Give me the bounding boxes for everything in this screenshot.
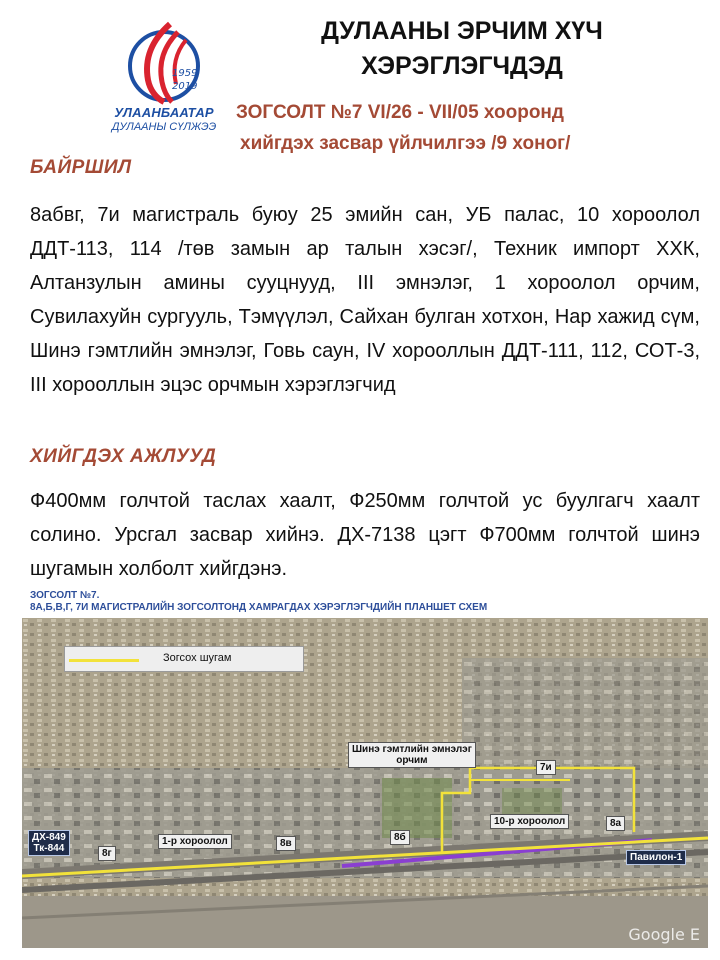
map-caption: [30, 590, 487, 614]
label-8b: 8б: [390, 830, 410, 845]
label-hospital-line2: орчим: [396, 755, 428, 766]
label-tk844: Тк-844: [33, 843, 65, 854]
label-8a: 8а: [606, 816, 625, 831]
page-title: [262, 14, 662, 84]
map-watermark: Google E: [628, 925, 700, 944]
satellite-map: [22, 618, 708, 948]
flame-logo-icon: [110, 18, 218, 108]
page-title-line1: ДУЛААНЫ ЭРЧИМ ХҮЧ: [321, 17, 603, 45]
label-10-khoroolol: 10-р хороолол: [490, 814, 569, 829]
label-8v: 8в: [276, 836, 296, 851]
label-hospital-line1: Шинэ гэмтлийн эмнэлэг: [352, 744, 472, 755]
works-heading: ХИЙГДЭХ АЖЛУУД: [30, 446, 217, 467]
label-8g: 8г: [98, 846, 116, 861]
outage-subtitle: [236, 97, 676, 159]
label-hospital: [348, 742, 476, 768]
label-pavilon-1: Павилон-1: [626, 850, 686, 865]
label-dh849-line1: ДХ-849: [32, 832, 66, 843]
subtitle-line2: хийгдэх засвар үйлчилгээ /9 хоног/: [240, 133, 571, 154]
label-dh849: [28, 830, 70, 856]
logo-subtitle: ДУЛААНЫ СҮЛЖЭЭ: [111, 121, 217, 133]
logo-year-end: 2019: [172, 81, 198, 92]
location-text: 8абвг, 7и магистраль буюу 25 эмийн сан, УБ палас, 10 хороолол ДДТ-113, 114 /төв замын ар талын хэсэг/, Техник импорт ХХК, Алтанзулын амины сууцнууд, III эмнэлэг, 1 хороолол орчим, Сувилахуйн сургууль, Тэмүүлэл, Сайхан булган хотхон, Нар хажид сүм, Шинэ гэмтлийн эмнэлэг, Говь саун, IV хорооллын ДДТ-111, 112, СОТ-3, III хорооллын эцэс орчмын хэрэглэгчид: [30, 204, 700, 396]
subtitle-line1: ЗОГСОЛТ №7 VI/26 - VII/05 хооронд: [236, 102, 564, 123]
company-logo: [104, 18, 224, 140]
map-legend: [64, 646, 304, 672]
stop-line-swatch: [69, 659, 139, 662]
map-caption-line2: 8А,Б,В,Г, 7И МАГИСТРАЛИЙН ЗОГСОЛТОНД ХАМРАГДАХ ХЭРЭГЛЭГЧДИЙН ПЛАНШЕТ СХЕМ: [30, 602, 488, 613]
legend-label: Зогсох шугам: [163, 652, 232, 664]
map-caption-line1: ЗОГСОЛТ №7.: [30, 590, 100, 601]
works-text: Ф400мм голчтой таслах хаалт, Ф250мм голчтой ус буулгагч хаалт солино. Урсгал засвар хийнэ. ДХ-7138 цэгт Ф700мм голчтой шинэ шугамын холболт хийгдэнэ.: [30, 490, 700, 580]
page-title-line2: ХЭРЭГЛЭГЧДЭД: [361, 52, 563, 80]
label-7i: 7и: [536, 760, 556, 775]
logo-name: УЛААНБААТАР: [114, 105, 214, 120]
location-heading: БАЙРШИЛ: [30, 157, 132, 178]
logo-year-start: 1959: [172, 68, 198, 79]
label-1-khoroolol: 1-р хороолол: [158, 834, 232, 849]
